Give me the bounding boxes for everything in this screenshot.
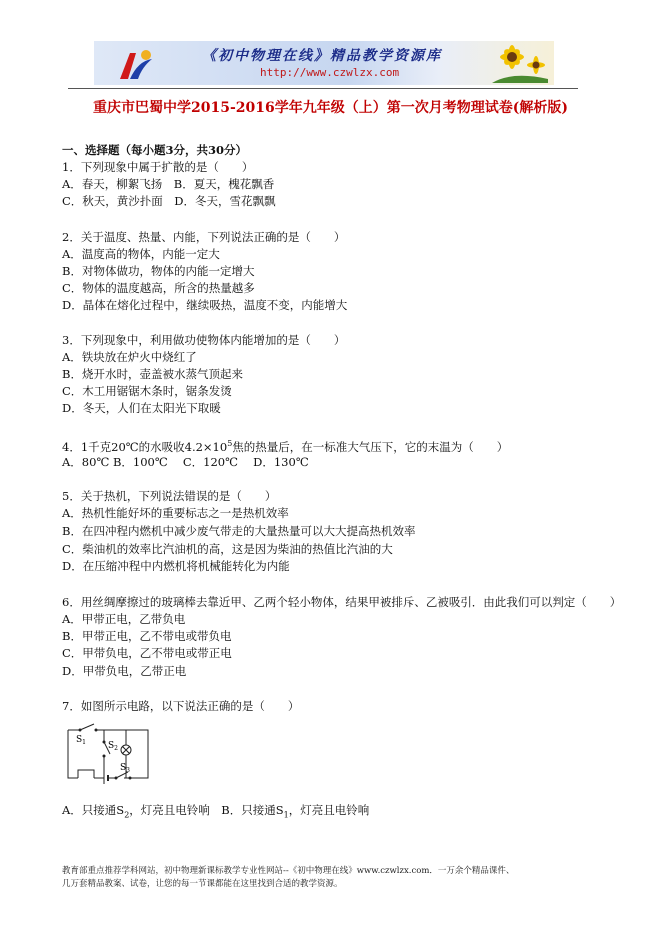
banner-url[interactable]: http://www.czwlzx.com (260, 66, 400, 79)
question-3-option: B．烧开水时，壶盖被水蒸气顶起来 (62, 367, 243, 381)
question-4-exponent: 5 (227, 439, 233, 448)
question-7-stem: 7．如图所示电路，以下说法正确的是（ ） (62, 699, 300, 713)
question-1-option-line: A．春天，柳絮飞扬 B．夏天，槐花飘香 (62, 177, 275, 191)
question-6-option: D．甲带负电，乙带正电 (62, 664, 187, 678)
q7-option-b-sub: 1 (283, 810, 289, 820)
question-3-option: C．木工用锯锯木条时，锯条发烫 (62, 384, 232, 398)
q7-option-a-post: ，灯亮且电铃响 B．只接通S (129, 803, 284, 817)
question-4-option-line: A．80℃ B．100℃ C．120℃ D．130℃ (62, 455, 309, 469)
question-4-stem-pre: 4．1千克20℃的水吸收4.2×10 (62, 439, 228, 454)
question-4-stem-post: 焦的热量后，在一标准大气压下，它的末温为（ ） (232, 439, 509, 454)
footer-line: 教育部重点推荐学科网站，初中物理新课标教学专业性网站--《初中物理在线》www.czwlzx.com．一万余个精品课件、 (62, 866, 515, 876)
question-5-option: B．在四冲程内燃机中减少废气带走的大量热量可以大大提高热机效率 (62, 524, 416, 538)
circuit-label-s3: $S_3$ (120, 763, 130, 774)
question-5-option: C．柴油机的效率比汽油机的高，这是因为柴油的热值比汽油的大 (62, 542, 393, 556)
circuit-diagram (64, 720, 154, 786)
question-2-option: D．晶体在熔化过程中，继续吸热，温度不变，内能增大 (62, 298, 348, 312)
question-1-option-line: C．秋天，黄沙扑面 D．冬天，雪花飘飘 (62, 194, 276, 208)
circuit-label-s2: $S_2$ (108, 741, 118, 752)
question-6-option: C．甲带负电，乙不带电或带正电 (62, 646, 232, 660)
question-2-stem: 2．关于温度、热量、内能，下列说法正确的是（ ） (62, 230, 346, 244)
question-6-option: B．甲带正电，乙不带电或带负电 (62, 629, 232, 643)
question-3-stem: 3．下列现象中，利用做功使物体内能增加的是（ ） (62, 333, 346, 347)
q7-option-a-pre: A．只接通S (62, 803, 125, 817)
question-2-option: B．对物体做功，物体的内能一定增大 (62, 264, 255, 278)
footer-line: 几万套精品教案、试卷，让您的每一节课都能在这里找到合适的教学资源。 (62, 879, 343, 889)
question-1-stem: 1．下列现象中属于扩散的是（ ） (62, 160, 254, 174)
banner-title: 《初中物理在线》精品教学资源库 (202, 48, 442, 64)
circuit-label-s1: $S_1$ (76, 735, 86, 746)
question-7-option-line (62, 803, 369, 822)
q7-option-a-sub: 2 (124, 810, 130, 820)
header-rule (68, 88, 578, 89)
header-banner (94, 41, 554, 85)
question-2-option: A．温度高的物体，内能一定大 (62, 247, 220, 261)
site-logo-icon (116, 47, 156, 81)
question-3-option: D．冬天，人们在太阳光下取暖 (62, 401, 221, 415)
document-title: 重庆市巴蜀中学2015-2016学年九年级（上）第一次月考物理试卷(解析版) (93, 100, 568, 116)
section-heading: 一、选择题（每小题3分，共30分） (62, 143, 248, 157)
question-6-stem: 6．用丝绸摩擦过的玻璃棒去靠近甲、乙两个轻小物体，结果甲被排斥、乙被吸引．由此我们可以判定（ ） (62, 595, 622, 609)
question-5-option: D．在压缩冲程中内燃机将机械能转化为内能 (62, 559, 290, 573)
q7-option-b-post: ，灯亮且电铃响 (288, 803, 370, 817)
question-2-option: C．物体的温度越高，所含的热量越多 (62, 281, 255, 295)
question-6-option: A．甲带正电，乙带负电 (62, 612, 186, 626)
question-5-option: A．热机性能好坏的重要标志之一是热机效率 (62, 506, 289, 520)
question-5-stem: 5．关于热机，下列说法错误的是（ ） (62, 489, 277, 503)
sunflower-icon (492, 43, 548, 83)
question-4-stem (62, 437, 508, 454)
question-3-option: A．铁块放在炉火中烧红了 (62, 350, 197, 364)
